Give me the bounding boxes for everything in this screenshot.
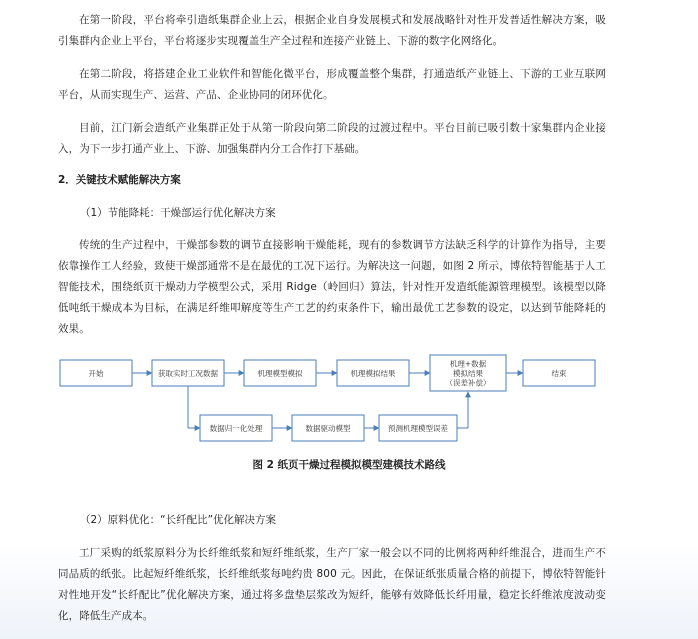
paragraph-stage-one: 在第一阶段，平台将牵引造纸集群企业上云，根据企业自身发展模式和发展战略针对性开发普适性解决方案，吸引集群内企业上平台，平台将逐步实现覆盖生产全过程和连接产业链上、下游的数字化网络化。 [58,14,606,47]
figure-caption: 图 2 纸页干燥过程模拟模型建模技术路线 [252,459,446,471]
section-heading-key-technology: 2．关键技术赋能解决方案 [58,174,181,186]
flow-box-hybrid-sim-result [430,355,506,391]
flow-box-label: 模拟结果 [453,369,483,378]
flow-box-label: 机理模型模拟 [257,369,303,378]
flow-box-label: 机理+数据 [449,359,487,369]
technical-route-diagram [0,350,698,450]
flow-box-predict-model-error [379,415,457,441]
flow-box-label: 结束 [551,369,567,378]
paragraph-current-status: 目前，江门新会造纸产业集群正处于从第一阶段向第二阶段的过渡过程中。平台目前已吸引数十家集群内企业接入，为下一步打通产业上、下游、加强集群内分工合作打下基础。 [58,122,606,155]
flow-box-label: 数据驱动模型 [305,424,351,433]
flow-box-label: 机理模拟结果 [350,369,396,378]
flow-box-mechanism-model-sim [244,360,316,386]
flow-box-mechanism-sim-result [337,360,409,386]
subheading-energy-saving: （1）节能降耗：干燥部运行优化解决方案 [80,207,276,219]
paragraph-fiber-ratio: 工厂采购的纸浆原料分为长纤维纸浆和短纤维纸浆，生产厂家一般会以不同的比例将两种纤维混合，进而生产不同品质的纸张。比起短纤维纸浆，长纤维纸浆每吨约贵 800 元。因此，在保证纸张质量合格的前提下，博依特智能针对性地开发“长纤配比”优化解决方案，通过将多盘垫层浆改为短纤，能够有效降低长纤用量，稳定长纤维浓度波动变化，降低生产成本。 [58,547,606,622]
flow-box-data-normalization [200,415,272,441]
flow-box-label: 开始 [88,369,104,378]
subheading-raw-material: （2）原料优化：“长纤配比”优化解决方案 [80,514,277,526]
paragraph-stage-two: 在第二阶段，将搭建企业工业软件和智能化微平台，形成覆盖整个集群，打通造纸产业链上、下游的工业互联网平台，从而实现生产、运营、产品、企业协同的闭环优化。 [58,68,606,101]
flow-box-label: （误差补偿） [445,378,491,388]
flow-box-start [60,360,132,386]
flow-box-label: 预测机理模型误差 [388,424,448,433]
paragraph-dryer-optimization: 传统的生产过程中，干燥部参数的调节直接影响干燥能耗，现有的参数调节方法缺乏科学的计算作为指导，主要依靠操作工人经验，致使干燥部通常不是在最优的工况下运行。为解决这一问题，如图 2 所示，博依特智能基于人工智能技术，围绕纸页干燥动力学模型公式，采用 Ridge（岭回归）算法，针对性开发造纸能源管理模型。该模型以降低吨纸干燥成本为目标，在满足纤维叩解度等生产工艺的约束条件下，输出最优工艺参数的设定，以达到节能降耗的效果。 [58,239,606,335]
flow-box-data-driven-model [292,415,364,441]
flow-box-get-realtime-data [152,360,224,386]
flow-box-label: 获取实时工况数据 [158,369,218,378]
flow-box-label: 数据归一化处理 [209,424,263,433]
flow-box-end [523,360,595,386]
